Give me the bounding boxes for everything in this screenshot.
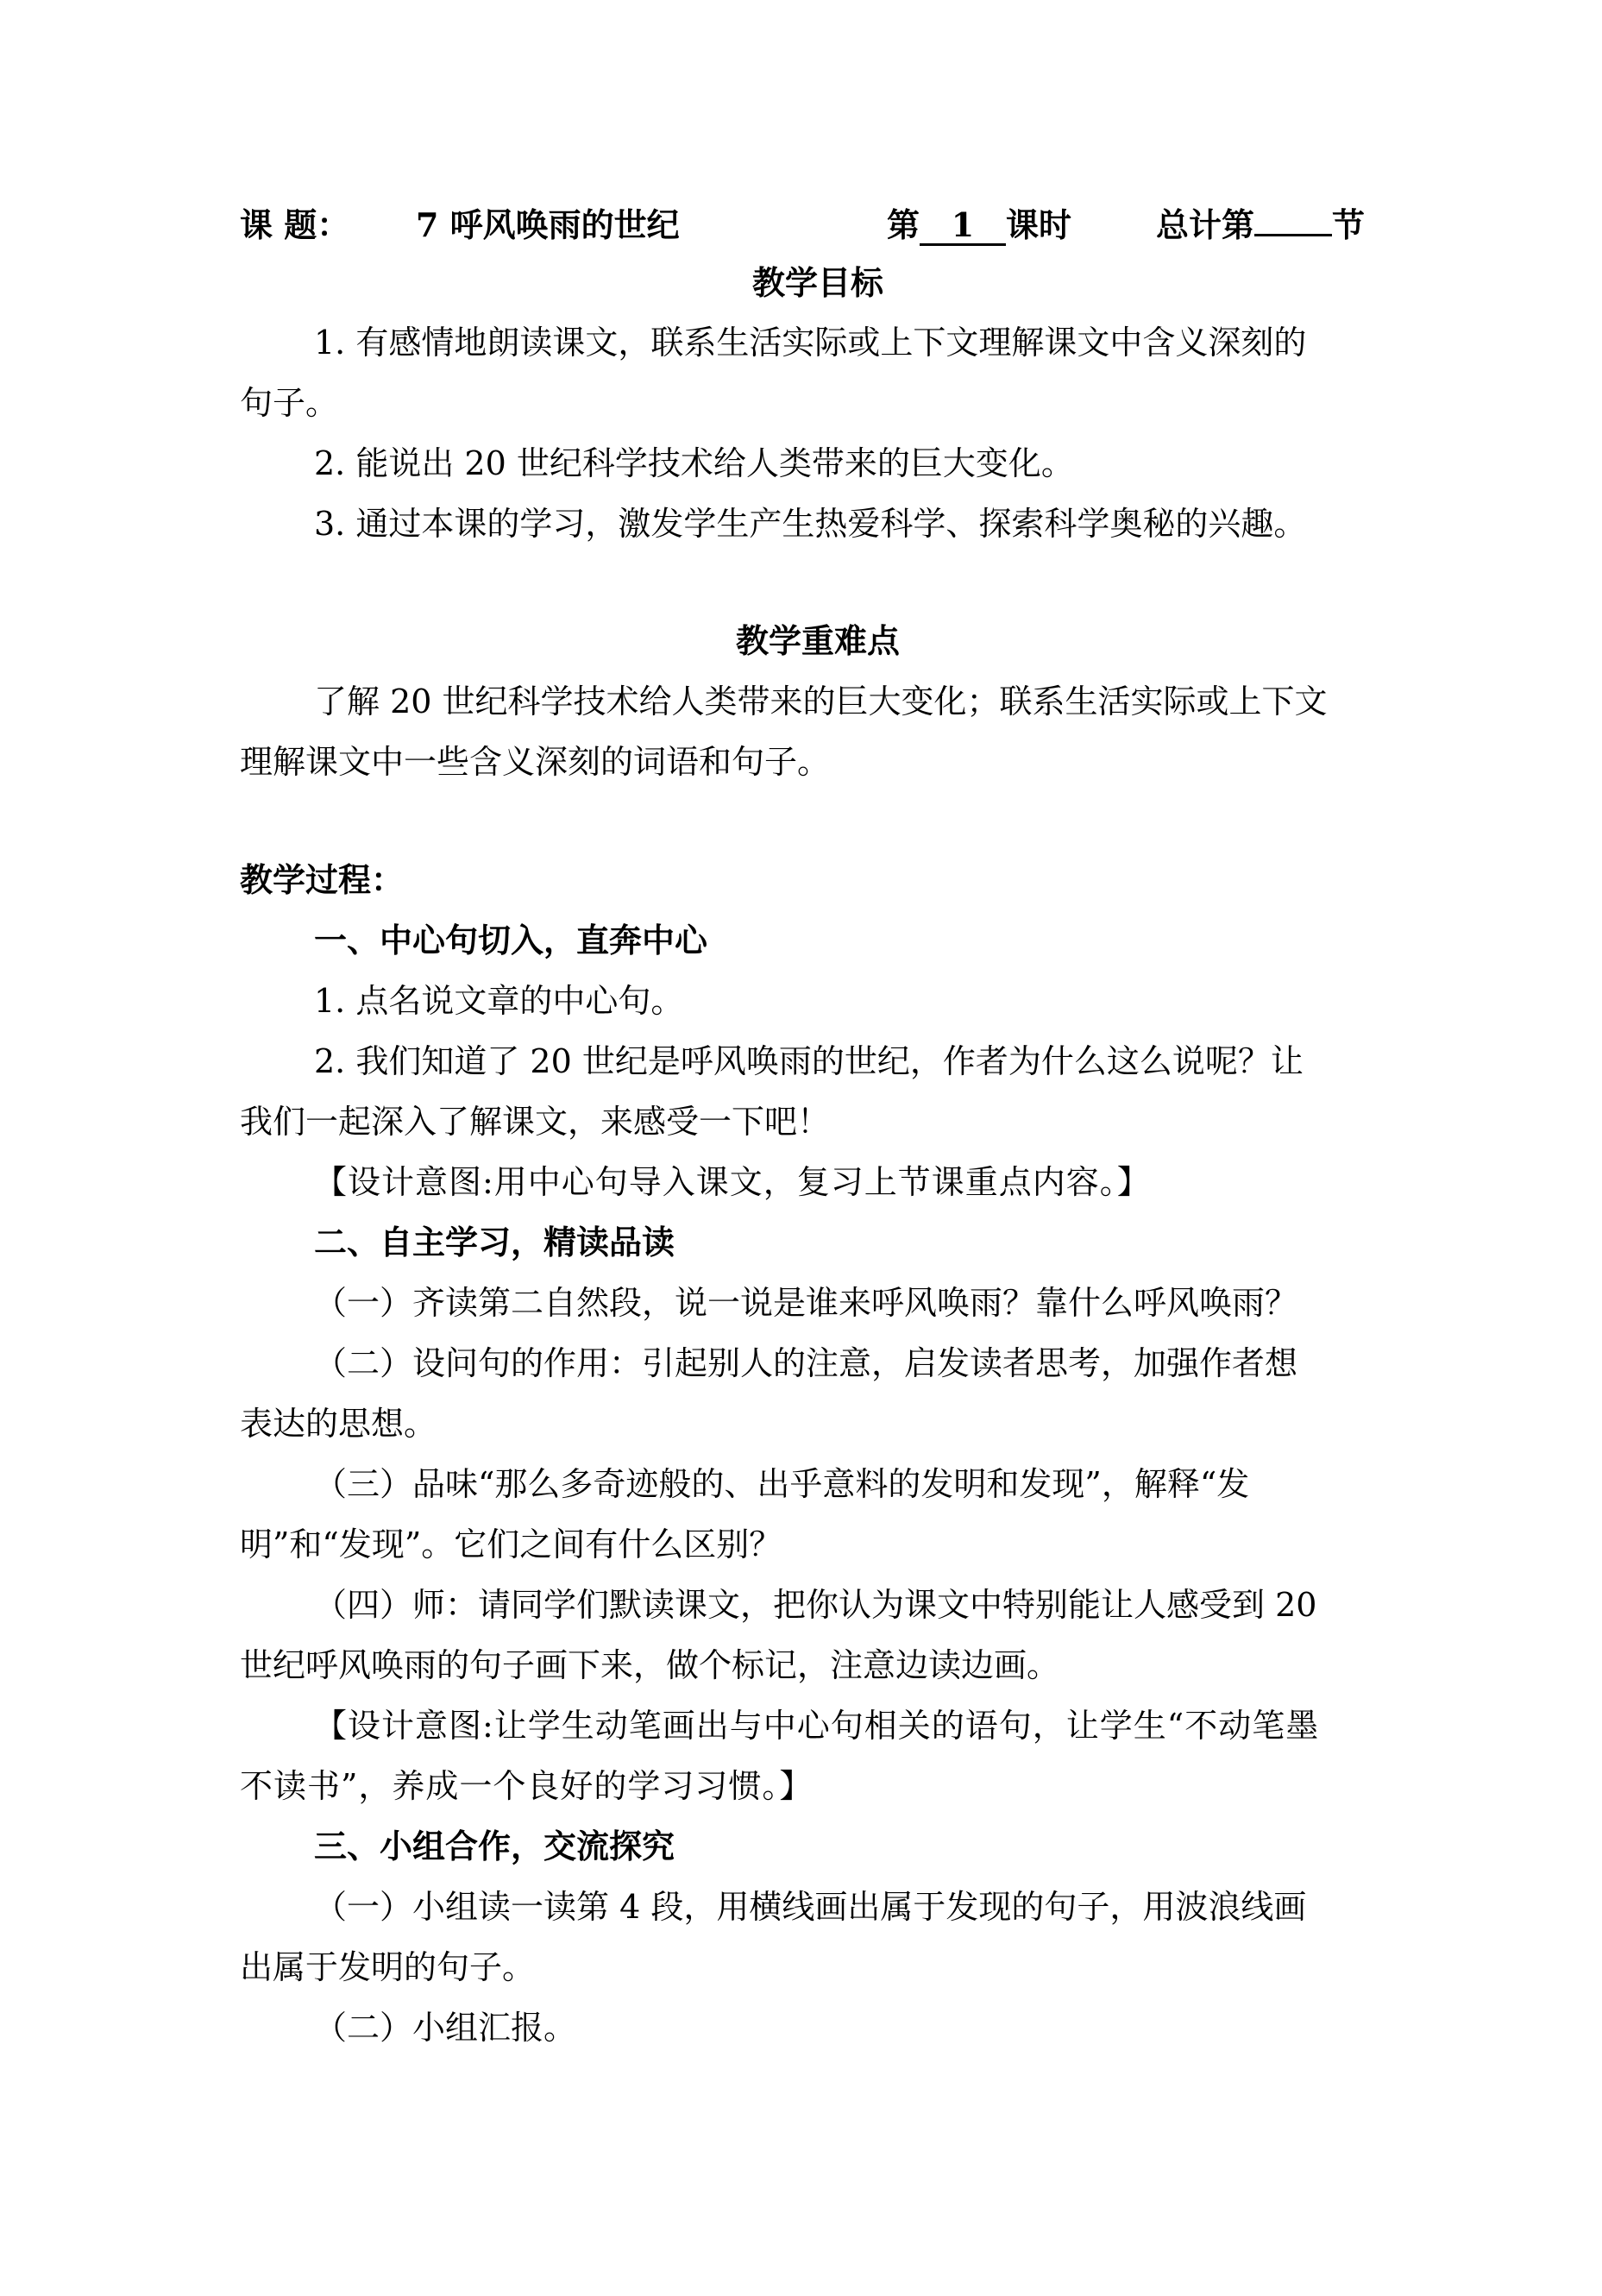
section-line: （三）品味“那么多奇迹般的、出乎意料的发明和发现”，解释“发 [314, 1465, 1250, 1503]
section-line: （一）小组读一读第 4 段，用横线画出属于发现的句子，用波浪线画 [314, 1888, 1307, 1926]
design-intent-note: 不读书”，养成一个良好的学习习惯。】 [240, 1767, 814, 1805]
key-points-heading: 教学重难点 [735, 621, 900, 660]
section-title: 一、中心句切入，直奔中心 [314, 921, 708, 959]
total-number [1254, 234, 1332, 236]
section-title: 三、小组合作，交流探究 [314, 1827, 675, 1865]
period-prefix: 第 [887, 205, 920, 244]
topic-label: 课 题： [240, 205, 350, 244]
section-line: （二）小组汇报。 [314, 2009, 577, 2047]
section-line: （四）师：请同学们默读课文，把你认为课文中特别能让人感受到 20 [314, 1586, 1317, 1624]
process-heading: 教学过程： [240, 860, 405, 899]
objective-line: 1. 有感情地朗读课文，联系生活实际或上下文理解课文中含义深刻的 [314, 324, 1307, 362]
objective-line: 2. 能说出 20 世纪科学技术给人类带来的巨大变化。 [314, 444, 1074, 482]
design-intent-note: 【设计意图:让学生动笔画出与中心句相关的语句，让学生“不动笔墨 [314, 1707, 1320, 1745]
section-line: 我们一起深入了解课文，来感受一下吧！ [240, 1103, 831, 1141]
section-title: 二、自主学习，精读品读 [314, 1223, 675, 1261]
total-suffix: 节 [1332, 205, 1366, 244]
total-field [1156, 204, 1365, 247]
section-line: 世纪呼风唤雨的句子画下来，做个标记，注意边读边画。 [240, 1646, 1060, 1684]
section-line: 出属于发明的句子。 [240, 1948, 536, 1986]
objectives-heading: 教学目标 [751, 263, 883, 302]
section-line: （一）齐读第二自然段，说一说是谁来呼风唤雨？靠什么呼风唤雨？ [314, 1284, 1298, 1322]
section-line: 1. 点名说文章的中心句。 [314, 982, 684, 1020]
period-field [887, 204, 1071, 247]
section-line: 明”和“发现”。它们之间有什么区别？ [240, 1525, 782, 1563]
total-prefix: 总计第 [1156, 205, 1255, 244]
section-line: 表达的思想。 [240, 1405, 437, 1443]
lesson-title: 7 呼风唤雨的世纪 [416, 205, 680, 244]
period-suffix: 课时 [1006, 205, 1072, 244]
design-intent-note: 【设计意图:用中心句导入课文，复习上节课重点内容。】 [314, 1163, 1151, 1201]
key-points-line: 理解课文中一些含义深刻的词语和句子。 [240, 743, 831, 781]
section-line: 2. 我们知道了 20 世纪是呼风唤雨的世纪，作者为什么这么说呢？让 [314, 1042, 1304, 1080]
key-points-line: 了解 20 世纪科学技术给人类带来的巨大变化；联系生活实际或上下文 [314, 683, 1328, 720]
period-number: 1 [920, 207, 1006, 246]
objective-line: 句子。 [240, 384, 339, 422]
objective-line: 3. 通过本课的学习，激发学生产生热爱科学、探索科学奥秘的兴趣。 [314, 505, 1307, 543]
section-line: （二）设问句的作用：引起别人的注意，启发读者思考，加强作者想 [314, 1344, 1298, 1382]
